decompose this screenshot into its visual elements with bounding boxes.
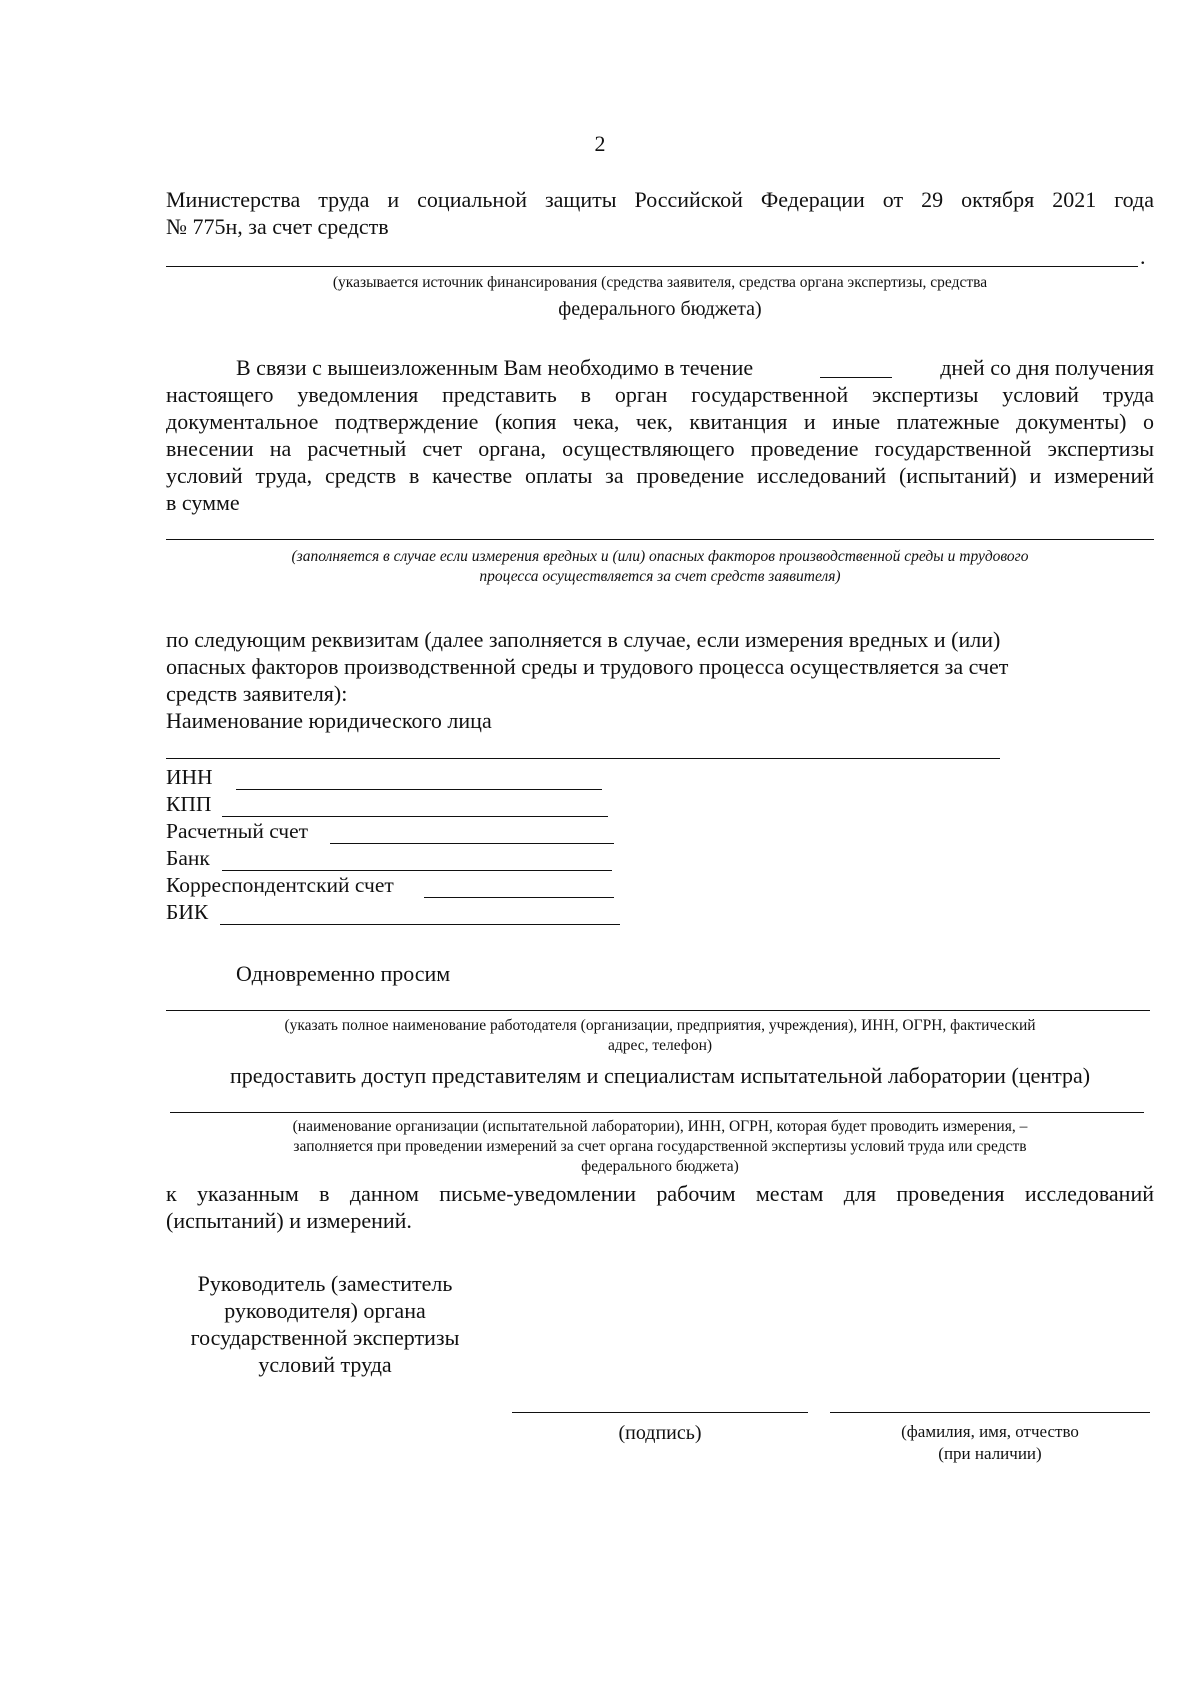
full-name-field[interactable] [830, 1412, 1150, 1413]
funding-dot: . [1140, 244, 1146, 269]
employer-note-line-1: (указать полное наименование работодателя (организации, предприятия, учреждения), ИНН, ОГРН, фактический [284, 1017, 1036, 1034]
payment-line-5: условий труда, средств в качестве оплаты за проведение исследований (испытаний) и измерений [166, 463, 1154, 488]
amount-field[interactable] [166, 539, 1154, 540]
request-line-3: к указанным в данном письме-уведомлении рабочим местам для проведения исследований [166, 1181, 1154, 1206]
kpp-label: КПП [166, 792, 212, 816]
days-field[interactable] [820, 377, 892, 378]
details-line-4: Наименование юридического лица [166, 708, 492, 733]
laboratory-note-line-1: (наименование организации (испытательной лаборатории), ИНН, ОГРН, которая будет проводить измерения, – [292, 1118, 1028, 1135]
inn-field[interactable] [236, 789, 602, 790]
payment-line-1-end: дней со дня получения [940, 355, 1154, 380]
payment-line-3: документальное подтверждение (копия чека, чек, квитанция и иные платежные документы) о [166, 409, 1154, 434]
payment-line-4: внесении на расчетный счет органа, осуществляющего проведение государственной экспертизы [166, 436, 1154, 461]
full-name-caption-line-2: (при наличии) [938, 1444, 1042, 1463]
details-line-2: опасных факторов производственной среды и трудового процесса осуществляется за счет [166, 654, 1009, 679]
employer-field[interactable] [166, 1010, 1150, 1011]
page-number: 2 [594, 131, 606, 156]
laboratory-field[interactable] [170, 1112, 1144, 1113]
corr-account-field[interactable] [424, 897, 614, 898]
signatory-title-line-2: руководителя) органа [224, 1298, 426, 1323]
legal-name-field[interactable] [166, 758, 1000, 759]
full-name-caption-line-1: (фамилия, имя, отчество [901, 1422, 1079, 1441]
bik-field[interactable] [220, 924, 620, 925]
signature-field[interactable] [512, 1412, 808, 1413]
request-line-1: Одновременно просим [236, 961, 451, 986]
employer-note-line-2: адрес, телефон) [607, 1037, 713, 1054]
details-line-3: средств заявителя): [166, 681, 348, 706]
payment-line-6: в сумме [166, 490, 240, 515]
corr-account-label: Корреспондентский счет [166, 873, 394, 897]
payment-line-2: настоящего уведомления представить в орган государственной экспертизы условий труда [166, 382, 1154, 407]
laboratory-note-line-3: федерального бюджета) [581, 1158, 739, 1175]
details-line-1: по следующим реквизитам (далее заполняется в случае, если измерения вредных и (или) [166, 627, 1001, 652]
funding-source-field[interactable] [166, 266, 1138, 267]
payment-line-1-start: В связи с вышеизложенным Вам необходимо в течение [236, 355, 754, 380]
inn-label: ИНН [166, 765, 213, 789]
amount-note-line-1: (заполняется в случае если измерения вредных и (или) опасных факторов производственной среды и трудового [291, 548, 1029, 565]
bik-label: БИК [166, 900, 209, 924]
intro-line-1: Министерства труда и социальной защиты Российской Федерации от 29 октября 2021 года [166, 187, 1154, 212]
signatory-title-line-1: Руководитель (заместитель [197, 1271, 453, 1296]
funding-note-line-1: (указывается источник финансирования (средства заявителя, средства органа экспертизы, средства [332, 274, 988, 291]
signatory-title-line-3: государственной экспертизы [190, 1325, 460, 1350]
kpp-field[interactable] [222, 816, 608, 817]
account-label: Расчетный счет [166, 819, 309, 843]
signature-caption: (подпись) [618, 1422, 702, 1444]
bank-field[interactable] [222, 870, 612, 871]
bank-label: Банк [166, 846, 210, 870]
request-line-4: (испытаний) и измерений. [166, 1208, 412, 1233]
amount-note-line-2: процесса осуществляется за счет средств заявителя) [479, 568, 841, 585]
signatory-title-line-4: условий труда [258, 1352, 392, 1377]
account-field[interactable] [330, 843, 614, 844]
laboratory-note-line-2: заполняется при проведении измерений за счет органа государственной экспертизы условий труда или средств [293, 1138, 1027, 1155]
funding-note-line-2: федерального бюджета) [558, 298, 762, 320]
request-line-2: предоставить доступ представителям и специалистам испытательной лаборатории (центра) [229, 1063, 1091, 1088]
intro-line-2: № 775н, за счет средств [166, 214, 389, 239]
